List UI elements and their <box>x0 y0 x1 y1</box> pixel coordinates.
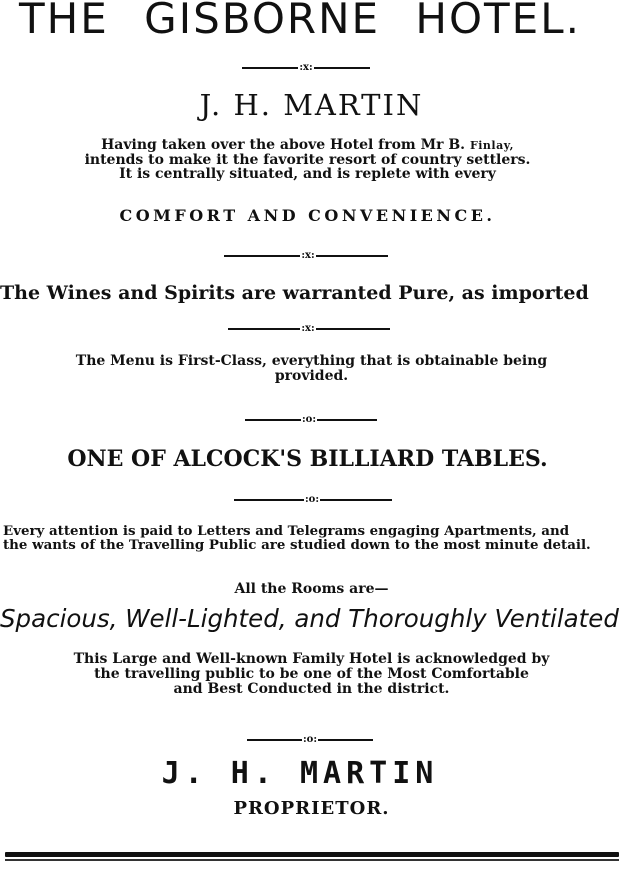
closing-line-1: This Large and Well-known Family Hotel is acknowledged by <box>73 651 550 667</box>
menu-line-2: provided. <box>274 368 349 384</box>
intro-line-2: intends to make it the favorite resort of country settlers. <box>84 152 531 168</box>
attention-paragraph <box>3 524 623 552</box>
wines-line: The Wines and Spirits are warranted Pure, as imported <box>0 282 589 304</box>
separator-1-mark: :x: <box>299 62 313 73</box>
closing-line-3: and Best Conducted in the district. <box>173 681 450 697</box>
closing-paragraph <box>0 652 623 697</box>
rooms-intro: All the Rooms are— <box>234 581 389 597</box>
intro-line-1-text: Having taken over the above Hotel from Mr B. <box>101 137 470 153</box>
menu-line-1: The Menu is First-Class, everything that is obtainable being <box>75 353 548 369</box>
intro-line-1 <box>0 138 615 153</box>
menu-paragraph <box>0 354 623 384</box>
proprietor-heading: J. H. MARTIN <box>199 88 424 122</box>
bottom-rule <box>5 852 619 857</box>
separator-5-mark: :o: <box>304 494 320 505</box>
separator-4 <box>243 414 379 426</box>
separator-3 <box>225 323 393 335</box>
intro-line-1-name: Finlay, <box>469 139 514 152</box>
intro-paragraph <box>0 138 615 181</box>
separator-6 <box>244 734 376 746</box>
attention-line-1: Every attention is paid to Letters and Telegrams engaging Apartments, and <box>3 523 570 539</box>
comfort-line: COMFORT AND CONVENIENCE. <box>119 206 496 225</box>
separator-6-mark: :o: <box>302 734 318 745</box>
closing-line-2: the travelling public to be one of the Most Comfortable <box>94 666 529 682</box>
separator-2-mark: :x: <box>301 250 315 261</box>
separator-5 <box>229 494 397 506</box>
separator-3-mark: :x: <box>301 323 315 334</box>
rooms-features: Spacious, Well-Lighted, and Thoroughly Ventilated <box>0 604 619 633</box>
separator-4-mark: :o: <box>301 414 317 425</box>
separator-1 <box>241 62 371 74</box>
separator-2 <box>222 250 390 262</box>
bottom-rule-thin <box>5 859 619 861</box>
billiard-line: ONE OF ALCOCK'S BILLIARD TABLES. <box>67 446 548 472</box>
attention-line-2: the wants of the Travelling Public are studied down to the most minute detail. <box>3 537 591 553</box>
intro-line-3: It is centrally situated, and is replete with every <box>119 166 496 182</box>
signature-name: J. H. MARTIN <box>161 756 439 791</box>
signature-role: PROPRIETOR. <box>233 798 390 819</box>
hotel-title: THE GISBORNE HOTEL. <box>19 0 581 43</box>
